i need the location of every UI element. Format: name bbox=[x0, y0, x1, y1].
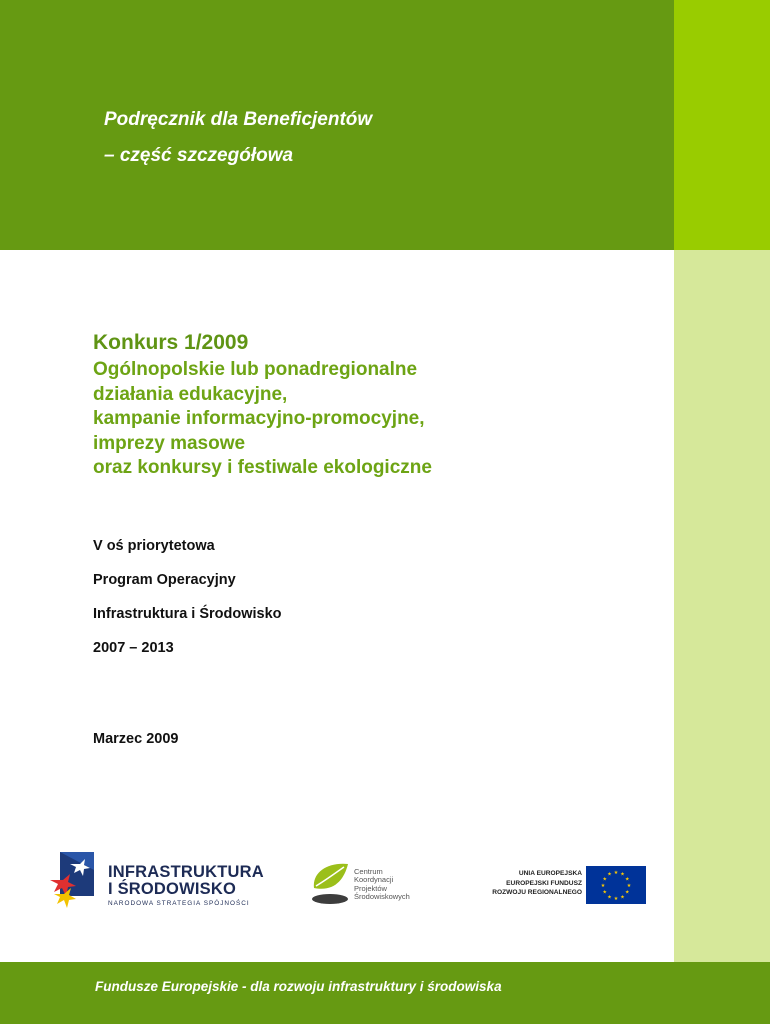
infrastruktura-logo-line3: NARODOWA STRATEGIA SPÓJNOŚCI bbox=[108, 900, 250, 907]
infrastruktura-logo-line1: INFRASTRUKTURA bbox=[108, 863, 264, 881]
publication-date: Marzec 2009 bbox=[93, 731, 179, 747]
eu-logo-line: UNIA EUROPEJSKA bbox=[518, 870, 582, 877]
svg-text:★: ★ bbox=[600, 883, 606, 889]
side-strip bbox=[674, 250, 770, 962]
ckps-logo-line: Centrum bbox=[354, 867, 383, 876]
konkurs-subtitle-line: kampanie informacyjno-promocyjne, bbox=[93, 408, 425, 429]
svg-text:★: ★ bbox=[625, 889, 630, 896]
document-title bbox=[104, 102, 664, 174]
eu-logo-line: ROZWOJU REGIONALNEGO bbox=[492, 889, 582, 896]
document-title-line1: Podręcznik dla Beneficjentów bbox=[104, 109, 373, 130]
svg-text:★: ★ bbox=[620, 871, 625, 878]
svg-text:★: ★ bbox=[602, 889, 607, 896]
priority-axis: V oś priorytetowa bbox=[93, 538, 215, 554]
konkurs-title: Konkurs 1/2009 bbox=[93, 331, 249, 354]
program-period: 2007 – 2013 bbox=[93, 640, 174, 656]
program-info bbox=[93, 538, 282, 674]
konkurs-subtitle-line: działania edukacyjne, bbox=[93, 383, 288, 405]
leaf-icon bbox=[308, 858, 352, 906]
ckps-logo bbox=[308, 858, 448, 908]
program-name-line2: Infrastruktura i Środowisko bbox=[93, 606, 282, 622]
eu-logo bbox=[466, 860, 656, 908]
side-strip-top bbox=[674, 0, 770, 250]
ckps-logo-line: Projektów bbox=[354, 883, 387, 893]
svg-text:★: ★ bbox=[626, 883, 632, 889]
svg-text:★: ★ bbox=[607, 871, 612, 878]
eu-flag-icon bbox=[586, 866, 646, 904]
eu-logo-text bbox=[476, 869, 582, 898]
svg-text:★: ★ bbox=[613, 896, 619, 902]
ckps-logo-text bbox=[354, 868, 410, 902]
svg-text:★: ★ bbox=[607, 894, 612, 901]
konkurs-subtitle-line: imprezy masowe bbox=[93, 432, 246, 454]
konkurs-subtitle-line: Ogólnopolskie lub ponadregionalne bbox=[93, 359, 418, 380]
ckps-logo-line: Koordynacji bbox=[354, 875, 394, 885]
program-name-line1: Program Operacyjny bbox=[93, 572, 236, 588]
ckps-logo-line: Środowiskowych bbox=[354, 892, 410, 902]
svg-text:★: ★ bbox=[602, 876, 607, 883]
svg-text:★: ★ bbox=[620, 894, 625, 901]
konkurs-subtitle bbox=[93, 358, 668, 481]
nss-emblem-icon bbox=[50, 850, 100, 914]
infrastruktura-logo-line2: I ŚRODOWISKO bbox=[108, 880, 236, 898]
footer-slogan: Fundusze Europejskie - dla rozwoju infrastruktury i środowiska bbox=[95, 979, 502, 994]
konkurs-subtitle-line: oraz konkursy i festiwale ekologiczne bbox=[93, 457, 432, 478]
svg-text:★: ★ bbox=[613, 870, 619, 876]
infrastruktura-logo bbox=[50, 850, 280, 914]
eu-logo-line: EUROPEJSKI FUNDUSZ bbox=[506, 879, 582, 887]
document-title-line2: – część szczegółowa bbox=[104, 145, 294, 166]
svg-text:★: ★ bbox=[625, 876, 630, 883]
